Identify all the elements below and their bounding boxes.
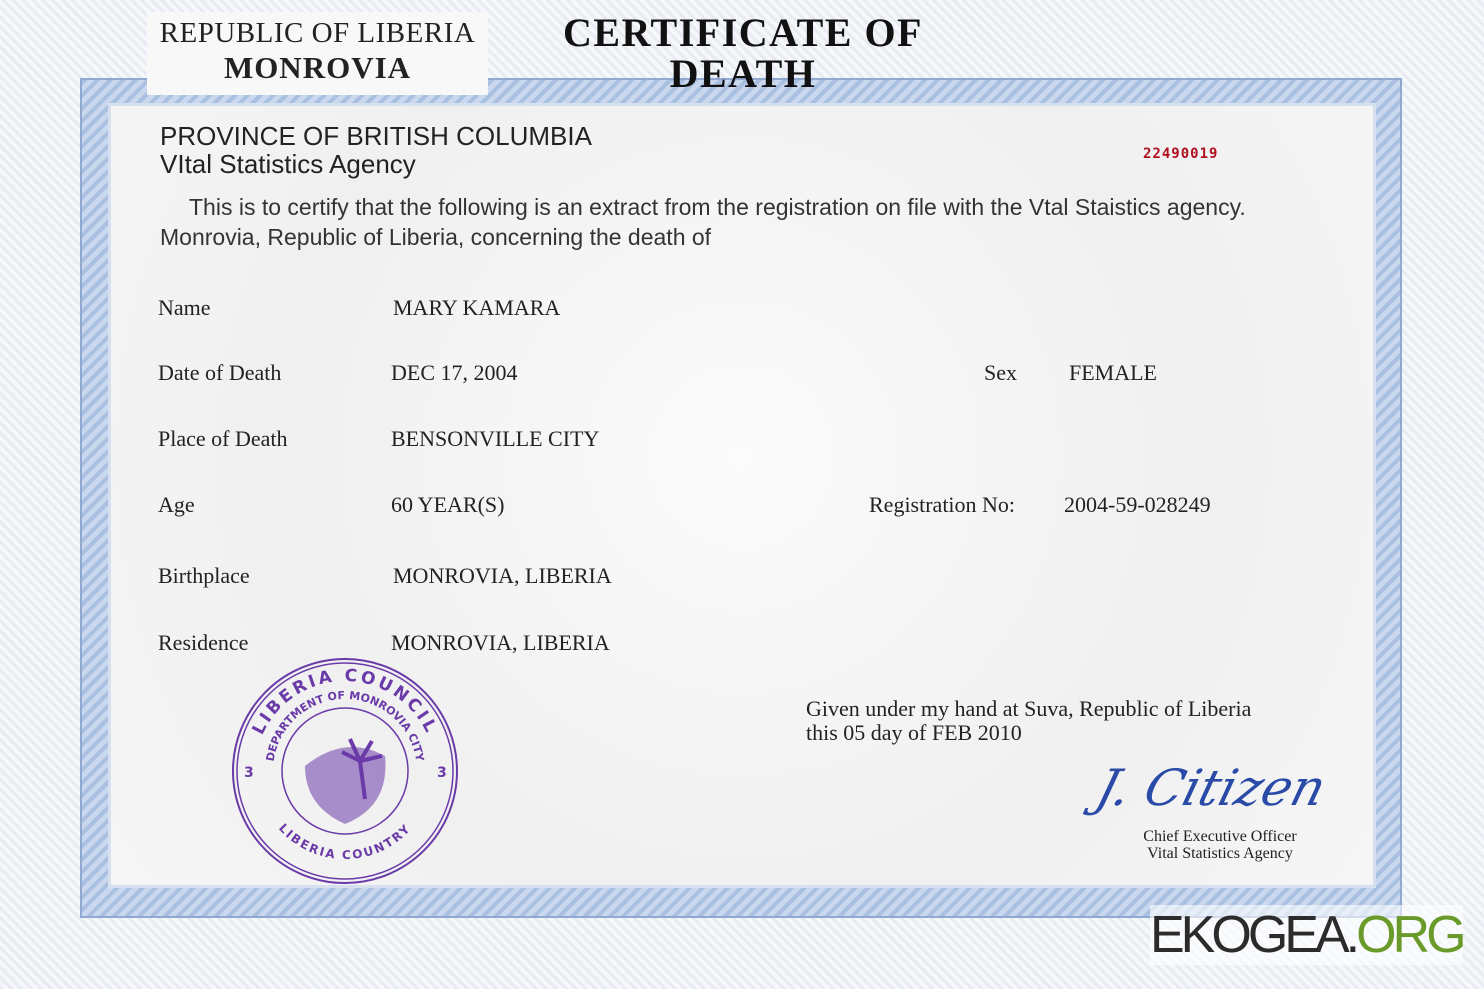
- sex-label: Sex: [984, 360, 1017, 385]
- registration-no-value: 2004-59-028249: [1064, 492, 1211, 517]
- watermark-main: EKOGEA.: [1150, 906, 1357, 964]
- serial-number: 22490019: [1143, 146, 1219, 162]
- watermark: [1150, 905, 1463, 965]
- watermark-tld: ORG: [1356, 906, 1463, 964]
- province-name: PROVINCE OF BRITISH COLUMBIA: [160, 121, 592, 151]
- name-value: MARY KAMARA: [393, 295, 561, 320]
- date-of-death-value: DEC 17, 2004: [391, 360, 518, 385]
- birthplace-label: Birthplace: [158, 563, 250, 588]
- name-label: Name: [158, 295, 211, 320]
- signatory-agency: Vital Statistics Agency: [1147, 845, 1293, 862]
- birthplace-value: MONROVIA, LIBERIA: [393, 563, 612, 588]
- city-name: MONROVIA: [223, 50, 412, 85]
- residence-label: Residence: [158, 630, 249, 655]
- seal-middle-text: DEPARTMENT OF MONROVIA CITY: [263, 688, 427, 763]
- residence-value: MONROVIA, LIBERIA: [391, 630, 610, 655]
- place-of-death-value: BENSONVILLE CITY: [391, 426, 600, 451]
- title-line-2: DEATH: [669, 51, 817, 96]
- issuance-date: this 05 day of FEB 2010: [806, 720, 1022, 745]
- svg-text:LIBERIA COUNTRY: [276, 821, 414, 862]
- issuance-statement: [806, 697, 1251, 745]
- document-title: [500, 12, 986, 94]
- sex-value: FEMALE: [1069, 360, 1157, 385]
- title-line-1: CERTIFICATE OF: [562, 10, 923, 55]
- issuer-box: [147, 12, 488, 95]
- signature: J. Citizen: [1090, 759, 1333, 817]
- place-of-death-label: Place of Death: [158, 426, 288, 451]
- signatory-title: Chief Executive Officer: [1143, 828, 1297, 845]
- agency-name: VItal Statistics Agency: [160, 149, 416, 179]
- signatory: [1100, 828, 1340, 862]
- date-of-death-label: Date of Death: [158, 360, 282, 385]
- age-value: 60 YEAR(S): [391, 492, 505, 517]
- seal-bottom-text: LIBERIA COUNTRY: [276, 820, 414, 863]
- certify-statement: This is to certify that the following is an extract from the registration on file with the Vtal Staistics agency. Monrovia, Republic of Liberia, concerning the death of: [160, 194, 1246, 250]
- seal-number-right: 3: [437, 765, 447, 781]
- seal-number-left: 3: [244, 765, 254, 781]
- registration-no-label: Registration No:: [869, 492, 1016, 517]
- age-label: Age: [158, 492, 195, 517]
- issuance-place: Given under my hand at Suva, Republic of Liberia: [806, 696, 1252, 721]
- agency-heading: [160, 122, 592, 178]
- seal-top-text: LIBERIA COUNCIL: [248, 665, 442, 738]
- official-seal: [230, 656, 460, 886]
- republic-name: REPUBLIC OF LIBERIA: [159, 17, 476, 49]
